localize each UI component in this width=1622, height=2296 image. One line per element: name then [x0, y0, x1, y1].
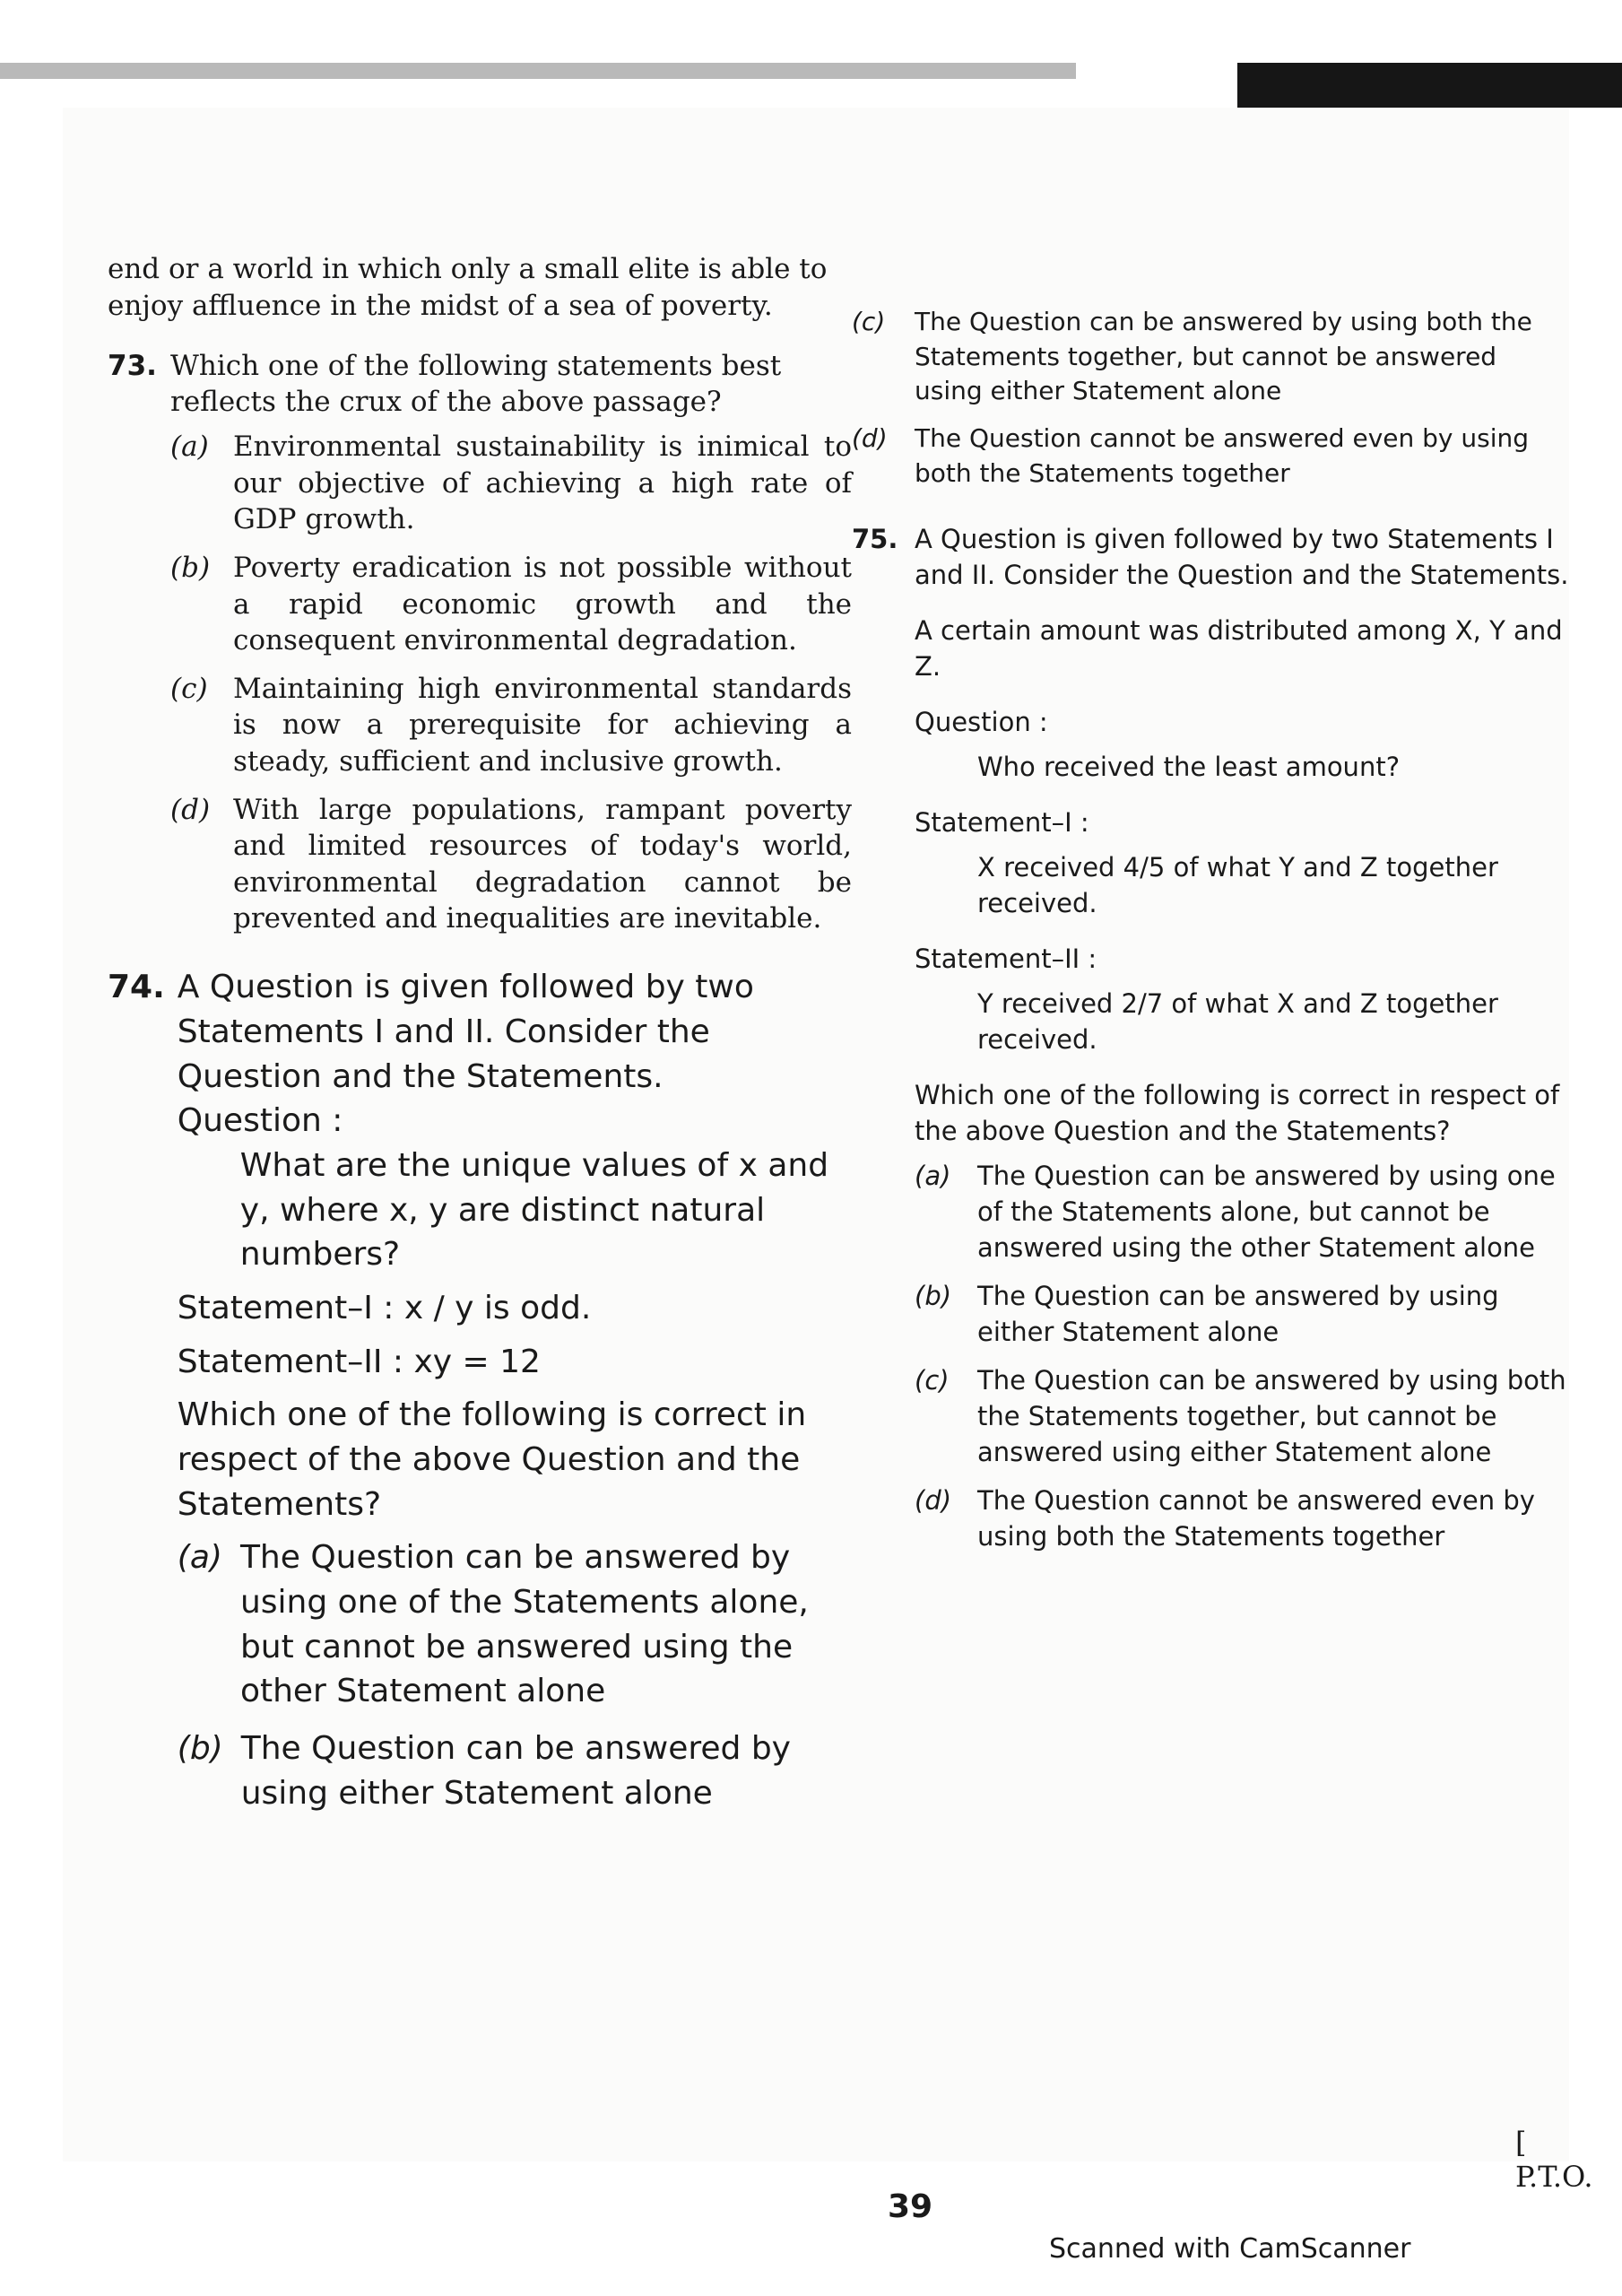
scanner-watermark: Scanned with CamScanner — [1049, 2233, 1411, 2265]
option-text: Poverty eradication is not possible without a rapid economic growth and the consequent environmental degradation. — [233, 552, 852, 657]
option-text: The Question can be answered by using one of the Statements alone, but cannot be answered using the other Statement alone — [977, 1161, 1556, 1264]
option-text: The Question cannot be answered even by using both the Statements together — [977, 1485, 1535, 1552]
option-d — [852, 422, 1569, 491]
question-74-continued — [852, 305, 1569, 491]
document-page — [63, 108, 1593, 2225]
statement-1: Statement–I : x / y is odd. — [177, 1289, 592, 1326]
option-text: The Question can be answered by using either Statement alone — [240, 1730, 791, 1812]
question-73 — [108, 348, 852, 949]
option-label: (b) — [177, 1730, 223, 1768]
question-75 — [852, 521, 1569, 1567]
question-ask: Which one of the following is correct in respect of the above Question and the Statements? — [177, 1396, 807, 1523]
option-label: (a) — [915, 1161, 951, 1192]
option-a — [915, 1158, 1569, 1265]
option-label: (c) — [852, 307, 886, 336]
option-label: (c) — [170, 673, 208, 706]
page-number: 39 — [888, 2188, 933, 2225]
option-d — [915, 1483, 1569, 1554]
option-label: (d) — [915, 1485, 952, 1517]
option-label: (b) — [915, 1281, 952, 1312]
statement-2-text: Y received 2/7 of what X and Z together received. — [977, 988, 1498, 1056]
question-ask: Which one of the following is correct in respect of the above Question and the Statements? — [915, 1080, 1560, 1147]
option-c — [170, 671, 852, 779]
left-column — [108, 251, 852, 1844]
statement-2: Statement–II : xy = 12 — [177, 1343, 541, 1380]
option-text: The Question can be answered by using both the Statements together, but cannot be answered using either Statement alone — [915, 307, 1532, 406]
question-text: A Question is given followed by two Statements I and II. Consider the Question and the Statements. — [915, 524, 1569, 591]
question-number: 73. — [108, 349, 157, 382]
question-number: 75. — [852, 524, 898, 555]
please-turn-over: [ P.T.O. — [1515, 2126, 1593, 2194]
option-label: (d) — [852, 422, 888, 453]
option-text: The Question can be answered by using one of the Statements alone, but cannot be answered using the other Statement alone — [239, 1539, 809, 1710]
option-text: The Question can be answered by using either Statement alone — [977, 1281, 1499, 1348]
question-label: Question : — [177, 1102, 343, 1140]
option-text: With large populations, rampant poverty and limited resources of today's world, environmental degradation cannot be prevented and inequalities are inevitable. — [233, 794, 852, 935]
statement-1-text: X received 4/5 of what Y and Z together received. — [977, 852, 1498, 919]
right-column — [852, 296, 1569, 1584]
option-d — [170, 792, 852, 936]
scan-border-dark — [1237, 63, 1622, 108]
option-label: (a) — [170, 430, 209, 464]
question-prompt: What are the unique values of x and y, where x, y are distinct natural numbers? — [239, 1146, 829, 1274]
option-text: The Question cannot be answered even by using both the Statements together — [915, 422, 1530, 488]
scan-top-edge — [0, 0, 1622, 108]
option-c — [852, 305, 1569, 409]
question-text: A Question is given followed by two Statements I and II. Consider the Question and the Statements. — [177, 969, 754, 1095]
option-b — [170, 550, 852, 658]
option-b — [915, 1278, 1569, 1350]
option-text: The Question can be answered by using both the Statements together, but cannot be answered using either Statement alone — [977, 1365, 1566, 1468]
question-context: A certain amount was distributed among X, Y and Z. — [915, 615, 1563, 683]
question-number: 74. — [108, 969, 165, 1006]
statement-2-label: Statement–II : — [915, 944, 1097, 975]
option-c — [915, 1362, 1569, 1470]
passage-ending: end or a world in which only a small elite is able to enjoy affluence in the midst of a sea of poverty. — [108, 253, 828, 322]
option-text: Maintaining high environmental standards is now a prerequisite for achieving a steady, sufficient and inclusive growth. — [233, 673, 852, 778]
question-label: Question : — [915, 707, 1048, 738]
question-text: Which one of the following statements best reflects the crux of the above passage? — [170, 349, 782, 419]
option-text: Environmental sustainability is inimical to our objective of achieving a high rate of GDP growth. — [233, 430, 852, 535]
option-label: (c) — [915, 1365, 950, 1396]
option-label: (b) — [170, 552, 211, 585]
page-edge-shadow — [0, 63, 1076, 79]
option-b — [178, 1726, 852, 1815]
option-a — [178, 1535, 852, 1714]
option-label: (d) — [170, 794, 211, 827]
option-a — [170, 429, 852, 537]
option-label: (a) — [177, 1539, 222, 1577]
statement-1-label: Statement–I : — [915, 807, 1089, 839]
question-prompt: Who received the least amount? — [977, 752, 1401, 783]
question-74 — [108, 965, 852, 1828]
